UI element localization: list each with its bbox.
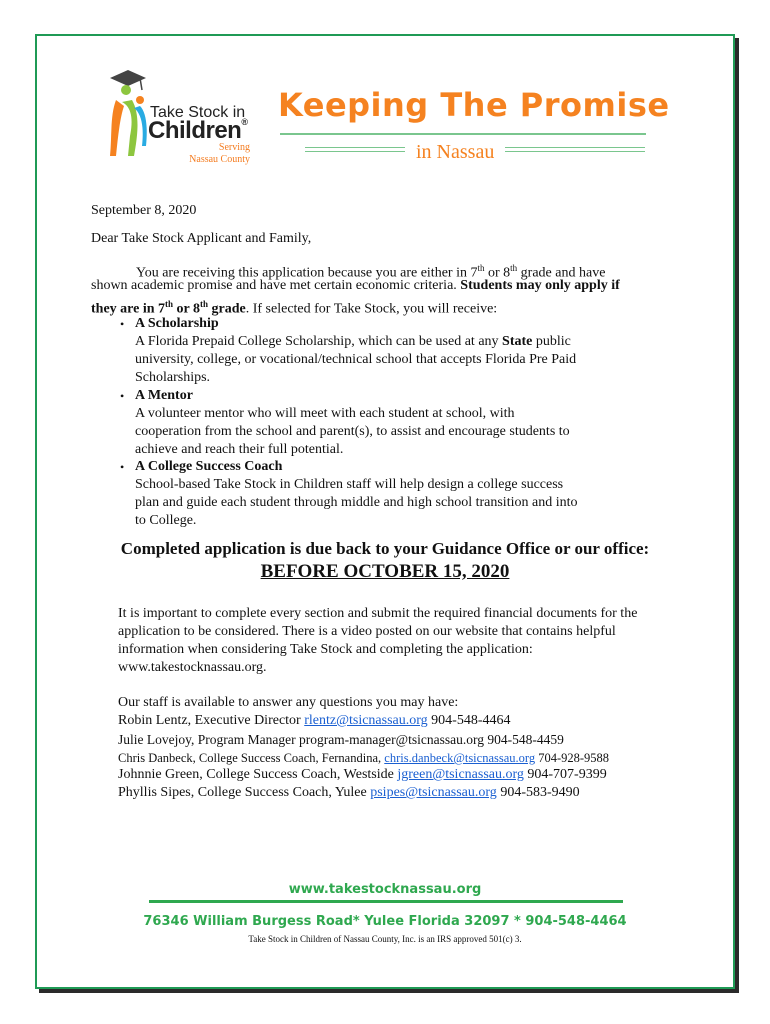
subtitle: in Nassau	[416, 141, 495, 163]
staff-row: Phyllis Sipes, College Success Coach, Yulee psipes@tsicnassau.org 904-583-9490	[118, 785, 580, 800]
benefit-line: achieve and reach their full potential.	[135, 442, 344, 457]
benefit-title: A Scholarship	[135, 316, 219, 331]
email-link[interactable]: rlentz@tsicnassau.org	[304, 713, 428, 728]
logo-line1: Take Stock in	[150, 104, 246, 121]
benefit-line: Scholarships.	[135, 370, 211, 385]
email-link[interactable]: jgreen@tsicnassau.org	[397, 767, 524, 782]
important-line: www.takestocknassau.org.	[118, 660, 267, 675]
benefit-title: A Mentor	[135, 388, 193, 403]
footer-address: 76346 William Burgess Road* Yulee Florida 32097 * 904-548-4464	[143, 914, 627, 929]
important-line: It is important to complete every section and submit the required financial documents for the	[118, 606, 638, 621]
letter-greeting: Dear Take Stock Applicant and Family,	[91, 231, 312, 246]
email-link[interactable]: psipes@tsicnassau.org	[370, 785, 497, 800]
footer-url[interactable]: www.takestocknassau.org	[288, 882, 482, 897]
serving-county: Serving Nassau County	[189, 142, 250, 165]
footer-divider	[149, 900, 623, 903]
benefit-line: university, college, or vocational/technical school that accepts Florida Pre Paid	[135, 352, 577, 367]
staff-row: Robin Lentz, Executive Director rlentz@tsicnassau.org 904-548-4464	[118, 713, 511, 728]
letter-date: September 8, 2020	[91, 203, 197, 218]
logo-line2: Children®	[148, 117, 248, 144]
divider-left-2	[305, 151, 405, 152]
due-heading: Completed application is due back to your Guidance Office or our office:	[120, 539, 650, 558]
staff-row: Johnnie Green, College Success Coach, Westside jgreen@tsicnassau.org 904-707-9399	[118, 767, 607, 782]
important-line: information when considering Take Stock and completing the application:	[118, 642, 533, 657]
benefit-line: cooperation from the school and parent(s), to assist and encourage students to	[135, 424, 570, 439]
bullet-icon: •	[120, 389, 125, 403]
staff-intro: Our staff is available to answer any questions you may have:	[118, 695, 459, 710]
bullet-icon: •	[120, 460, 125, 474]
benefit-line: to College.	[135, 513, 197, 528]
benefit-line: A Florida Prepaid College Scholarship, which can be used at any State public	[135, 334, 571, 349]
benefit-line: School-based Take Stock in Children staff will help design a college success	[135, 477, 564, 492]
benefit-line: plan and guide each student through middle and high school transition and into	[135, 495, 578, 510]
bullet-icon: •	[120, 317, 125, 331]
staff-row: Julie Lovejoy, Program Manager program-manager@tsicnassau.org 904-548-4459	[118, 732, 564, 747]
paragraph-line: shown academic promise and have met certain economic criteria. Students may only apply if	[91, 278, 620, 293]
important-line: application to be considered. There is a video posted on our website that contains helpful	[118, 624, 616, 639]
divider-left	[305, 147, 405, 148]
benefit-line: A volunteer mentor who will meet with each student at school, with	[135, 406, 515, 421]
title-divider	[280, 133, 646, 135]
deadline: BEFORE OCTOBER 15, 2020	[260, 561, 510, 582]
staff-row: Chris Danbeck, College Success Coach, Fernandina, chris.danbeck@tsicnassau.org 704-928-9588	[118, 751, 610, 765]
divider-right-2	[505, 151, 645, 152]
footer-note: Take Stock in Children of Nassau County, Inc. is an IRS approved 501(c) 3.	[248, 934, 522, 944]
divider-right	[505, 147, 645, 148]
paragraph-line: You are receiving this application because you are either in 7th or 8th grade and have	[136, 263, 606, 281]
page-title: Keeping The Promise	[278, 86, 670, 124]
benefit-title: A College Success Coach	[135, 459, 283, 474]
paragraph-line: they are in 7th or 8th grade. If selected for Take Stock, you will receive:	[91, 299, 498, 317]
email-link[interactable]: chris.danbeck@tsicnassau.org	[384, 751, 536, 765]
